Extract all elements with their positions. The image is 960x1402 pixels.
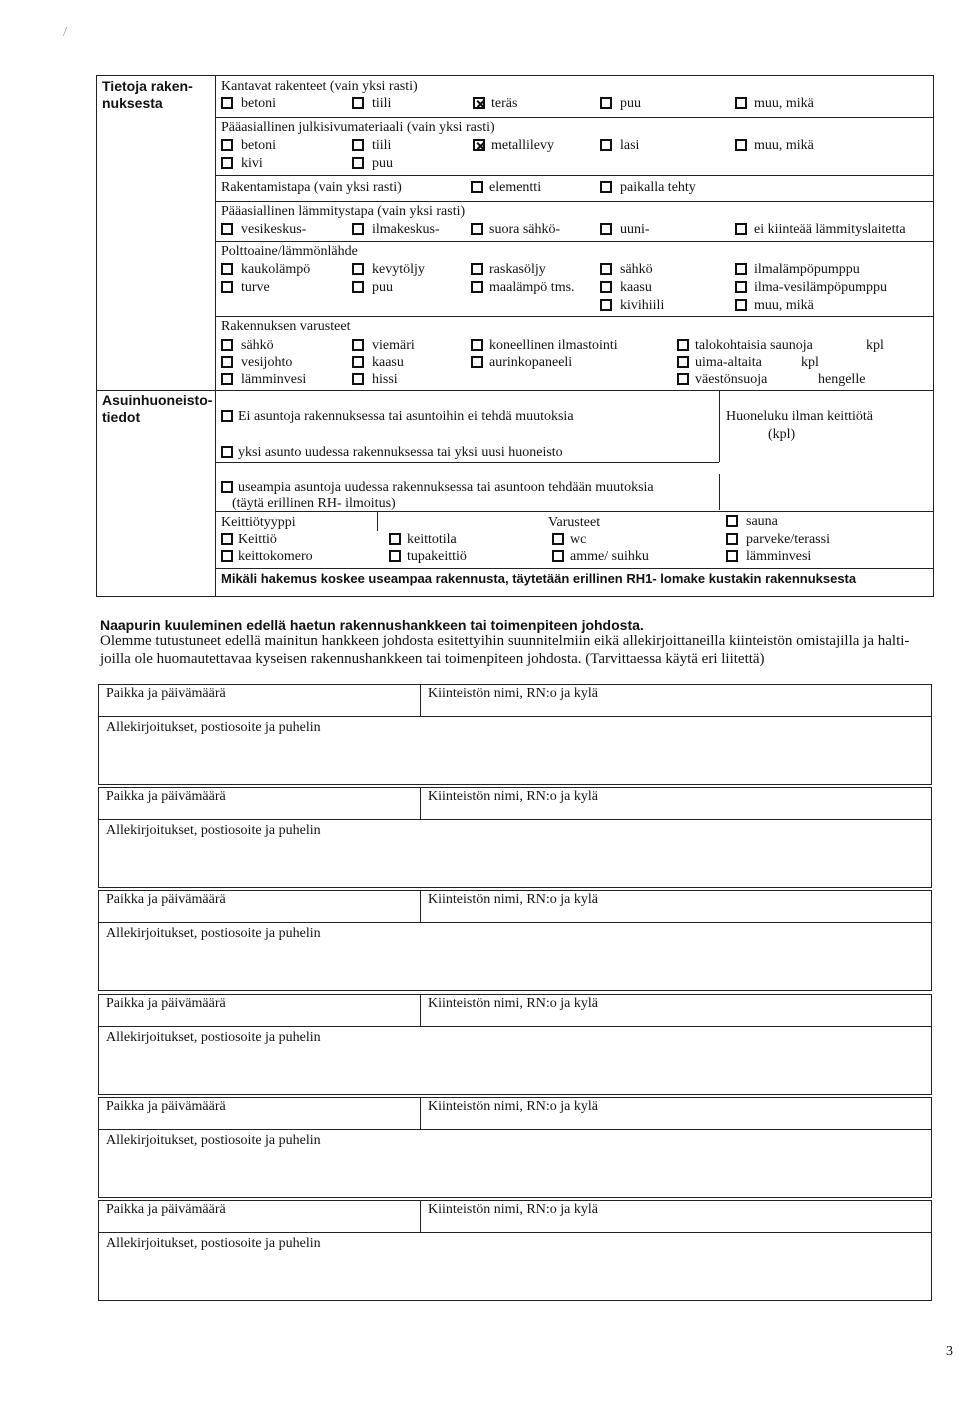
checkbox-ei-kiinteaa[interactable] [735, 223, 747, 235]
rooms-count-label: Huoneluku ilman keittiötä [726, 409, 873, 424]
load-bearing-question: Kantavat rakenteet (vain yksi rasti) [221, 79, 418, 94]
label-betoni: betoni [241, 96, 276, 111]
property-field[interactable]: Kiinteistön nimi, RN:o ja kylä [428, 1202, 598, 1217]
kitchen-divider [377, 511, 378, 531]
property-field[interactable]: Kiinteistön nimi, RN:o ja kylä [428, 892, 598, 907]
checkbox-ei-asuntoja[interactable] [221, 410, 233, 422]
signature-box-divider [420, 890, 421, 922]
checkbox-facade-lasi[interactable] [600, 139, 612, 151]
property-field[interactable]: Kiinteistön nimi, RN:o ja kylä [428, 1099, 598, 1114]
label-huoneisto-lamminvesi: lämminvesi [746, 549, 812, 564]
label-muu: muu, mikä [754, 96, 814, 111]
unit-kpl-saunat: kpl [866, 338, 884, 353]
checkbox-betoni[interactable] [221, 97, 233, 109]
label-facade-betoni: betoni [241, 138, 276, 153]
label-facade-puu: puu [372, 156, 393, 171]
label-facade-lasi: lasi [620, 138, 640, 153]
label-facade-kivi: kivi [241, 156, 263, 171]
checkbox-yksi-asunto[interactable] [221, 446, 233, 458]
divider [215, 241, 934, 242]
label-kivihiili: kivihiili [620, 298, 665, 313]
signatures-field[interactable]: Allekirjoitukset, postiosoite ja puhelin [106, 1133, 321, 1148]
neighbours-title: Naapurin kuuleminen edellä haetun rakennushankkeen tai toimenpiteen johdosta. [100, 617, 644, 633]
label-keittio: Keittiö [238, 532, 277, 547]
checkbox-talokohtaisia-saunoja[interactable] [677, 339, 689, 351]
label-yksi-asunto: yksi asunto uudessa rakennuksessa tai yksi uusi huoneisto [238, 445, 563, 460]
label-ei-asuntoja: Ei asuntoja rakennuksessa tai asuntoihin ei tehdä muutoksia [238, 409, 574, 424]
label-viemari: viemäri [372, 338, 415, 353]
checkbox-kaasu[interactable] [600, 281, 612, 293]
signature-box-divider [98, 819, 932, 820]
label-keittokomero: keittokomero [238, 549, 313, 564]
label-elementti: elementti [489, 180, 542, 195]
checkbox-kivihiili[interactable] [600, 299, 612, 311]
label-kaukolampo: kaukolämpö [241, 262, 311, 277]
checkbox-keittotila[interactable] [389, 533, 401, 545]
property-field[interactable]: Kiinteistön nimi, RN:o ja kylä [428, 996, 598, 1011]
label-koneellinen-ilmastointi: koneellinen ilmastointi [489, 338, 618, 353]
checkbox-facade-tiili[interactable] [352, 139, 364, 151]
checkbox-tiili[interactable] [352, 97, 364, 109]
building-equipment-question: Rakennuksen varusteet [221, 319, 351, 334]
label-varuste-lamminvesi: lämminvesi [241, 372, 307, 387]
label-useampia-asuntoja: useampia asuntoja uudessa rakennuksessa tai asuntoon tehdään muutoksia [238, 480, 654, 495]
label-paikalla-tehty: paikalla tehty [620, 180, 696, 195]
label-turve: turve [241, 280, 270, 295]
signature-box-divider [98, 1232, 932, 1233]
checkbox-viemari[interactable] [352, 339, 364, 351]
signature-box-divider [420, 1200, 421, 1232]
checkbox-facade-muu[interactable] [735, 139, 747, 151]
property-field[interactable]: Kiinteistön nimi, RN:o ja kylä [428, 789, 598, 804]
checkbox-vesijohto[interactable] [221, 356, 233, 368]
label-fuel-puu: puu [372, 280, 393, 295]
label-varuste-sahko: sähkö [241, 338, 274, 353]
checkbox-fuel-puu[interactable] [352, 281, 364, 293]
checkbox-suora-sahko[interactable] [471, 223, 483, 235]
label-varuste-kaasu: kaasu [372, 355, 404, 370]
signature-box-divider [98, 716, 932, 717]
construction-method-question: Rakentamistapa (vain yksi rasti) [221, 180, 402, 195]
heating-method-question: Pääasiallinen lämmitystapa (vain yksi rasti) [221, 204, 466, 219]
signature-box-divider [98, 1129, 932, 1130]
label-maalampo: maalämpö tms. [489, 280, 575, 295]
checkbox-hissi[interactable] [352, 373, 364, 385]
signature-box-divider [98, 922, 932, 923]
checkbox-puu[interactable] [600, 97, 612, 109]
property-field[interactable]: Kiinteistön nimi, RN:o ja kylä [428, 686, 598, 701]
rooms-divider-lower [719, 474, 720, 510]
label-sauna: sauna [746, 514, 778, 529]
checkbox-aurinkopaneeli[interactable] [471, 356, 483, 368]
checkbox-tupakeittio[interactable] [389, 550, 401, 562]
place-date-field[interactable]: Paikka ja päivämäärä [106, 996, 226, 1011]
checkbox-facade-betoni[interactable] [221, 139, 233, 151]
signatures-field[interactable]: Allekirjoitukset, postiosoite ja puhelin [106, 926, 321, 941]
checkbox-keittio[interactable] [221, 533, 233, 545]
label-parveke: parveke/terassi [746, 532, 830, 547]
checkbox-maalampo[interactable] [471, 281, 483, 293]
checkbox-amme-suihku[interactable] [552, 550, 564, 562]
label-tupakeittio: tupakeittiö [407, 549, 467, 564]
checkbox-uima-altaita[interactable] [677, 356, 689, 368]
label-teras: teräs [491, 96, 518, 111]
label-hissi: hissi [372, 372, 398, 387]
label-raskasoljy: raskasöljy [489, 262, 546, 277]
label-column-divider [215, 75, 216, 597]
divider [215, 201, 934, 202]
place-date-field[interactable]: Paikka ja päivämäärä [106, 686, 226, 701]
margin-mark: / [63, 25, 67, 40]
checkbox-facade-metallilevy[interactable] [473, 139, 485, 151]
checkbox-sauna[interactable] [726, 515, 738, 527]
label-tiili: tiili [372, 96, 392, 111]
label-keittotila: keittotila [407, 532, 457, 547]
label-ilma-vesilampopumppu: ilma-vesilämpöpumppu [754, 280, 887, 295]
place-date-field[interactable]: Paikka ja päivämäärä [106, 789, 226, 804]
checkbox-uuni[interactable] [600, 223, 612, 235]
label-wc: wc [570, 532, 587, 547]
signature-box-divider [420, 787, 421, 819]
neighbours-body-2: joilla ole huomautettavaa kyseisen rakennushankkeen tai toimenpiteen johdosta. (Tarvittaessa käytä eri liitettä) [100, 651, 765, 667]
equipment-label: Varusteet [548, 515, 601, 530]
divider [215, 462, 719, 463]
checkbox-elementti[interactable] [471, 181, 483, 193]
facade-question: Pääasiallinen julkisivumateriaali (vain yksi rasti) [221, 120, 495, 135]
label-vaestonsuoja: väestönsuoja [695, 372, 768, 387]
checkbox-huoneisto-lamminvesi[interactable] [726, 550, 738, 562]
label-ilmalampopumppu: ilmalämpöpumppu [754, 262, 860, 277]
checkbox-facade-puu[interactable] [352, 157, 364, 169]
signatures-field[interactable]: Allekirjoitukset, postiosoite ja puhelin [106, 1236, 321, 1251]
divider [215, 316, 934, 317]
checkbox-kaukolampo[interactable] [221, 263, 233, 275]
rooms-divider [719, 390, 720, 462]
page-number: 3 [946, 1344, 953, 1359]
signature-box-divider [98, 1026, 932, 1027]
checkbox-sahko[interactable] [600, 263, 612, 275]
checkbox-varuste-lamminvesi[interactable] [221, 373, 233, 385]
signature-box-divider [420, 1097, 421, 1129]
divider [215, 175, 934, 176]
checkbox-raskasoljy[interactable] [471, 263, 483, 275]
label-suora-sahko: suora sähkö- [489, 222, 561, 237]
label-facade-tiili: tiili [372, 138, 392, 153]
label-vesikeskus: vesikeskus- [241, 222, 307, 237]
checkbox-keittokomero[interactable] [221, 550, 233, 562]
label-facade-muu: muu, mikä [754, 138, 814, 153]
checkbox-teras[interactable] [473, 97, 485, 109]
place-date-field[interactable]: Paikka ja päivämäärä [106, 1099, 226, 1114]
label-rh-ilmoitus: (täytä erillinen RH- ilmoitus) [232, 496, 396, 511]
neighbours-body-1: Olemme tutustuneet edellä mainitun hankkeen johdosta esitettyihin suunnitelmiin eikä allekirjoittaneilla kiinteistön omistajilla ja halti- [100, 633, 910, 649]
rooms-count-unit: (kpl) [768, 427, 796, 442]
fuel-question: Polttoaine/lämmönlähde [221, 244, 358, 259]
label-kevytoljy: kevytöljy [372, 262, 425, 277]
signature-box-divider [420, 994, 421, 1026]
multiple-buildings-note: Mikäli hakemus koskee useampaa rakennusta, täytetään erillinen RH1- lomake kustakin rakennuksesta [221, 571, 857, 586]
unit-hengelle: hengelle [818, 372, 866, 387]
label-uima-altaita: uima-altaita [695, 355, 762, 370]
checkbox-vesikeskus[interactable] [221, 223, 233, 235]
checkbox-paikalla-tehty[interactable] [600, 181, 612, 193]
place-date-field[interactable]: Paikka ja päivämäärä [106, 1202, 226, 1217]
signatures-field[interactable]: Allekirjoitukset, postiosoite ja puhelin [106, 1030, 321, 1045]
signatures-field[interactable]: Allekirjoitukset, postiosoite ja puhelin [106, 823, 321, 838]
label-puu: puu [620, 96, 641, 111]
checkbox-useampia-asuntoja[interactable] [221, 481, 233, 493]
label-vesijohto: vesijohto [241, 355, 293, 370]
unit-kpl-altaat: kpl [801, 355, 819, 370]
checkbox-parveke[interactable] [726, 533, 738, 545]
label-aurinkopaneeli: aurinkopaneeli [489, 355, 573, 370]
checkbox-facade-kivi[interactable] [221, 157, 233, 169]
label-uuni: uuni- [620, 222, 650, 237]
label-fuel-muu: muu, mikä [754, 298, 814, 313]
label-sahko: sähkö [620, 262, 653, 277]
label-ilmakeskus: ilmakeskus- [372, 222, 440, 237]
signature-box-divider [420, 684, 421, 716]
place-date-field[interactable]: Paikka ja päivämäärä [106, 892, 226, 907]
checkbox-fuel-muu[interactable] [735, 299, 747, 311]
label-amme-suihku: amme/ suihku [570, 549, 649, 564]
divider [215, 511, 934, 512]
checkbox-turve[interactable] [221, 281, 233, 293]
checkbox-koneellinen-ilmastointi[interactable] [471, 339, 483, 351]
label-ei-kiinteaa: ei kiinteää lämmityslaitetta [754, 222, 906, 237]
checkbox-wc[interactable] [552, 533, 564, 545]
kitchen-type-label: Keittiötyyppi [221, 515, 296, 530]
section-label-building: Tietoja raken- nuksesta [102, 78, 193, 111]
checkbox-ilmalampopumppu[interactable] [735, 263, 747, 275]
section-divider [96, 390, 934, 391]
checkbox-ilmakeskus[interactable] [352, 223, 364, 235]
signatures-field[interactable]: Allekirjoitukset, postiosoite ja puhelin [106, 720, 321, 735]
checkbox-varuste-kaasu[interactable] [352, 356, 364, 368]
label-facade-metallilevy: metallilevy [491, 138, 554, 153]
divider [215, 117, 934, 118]
divider [215, 568, 934, 569]
checkbox-kevytoljy[interactable] [352, 263, 364, 275]
label-talokohtaisia-saunoja: talokohtaisia saunoja [695, 338, 813, 353]
checkbox-varuste-sahko[interactable] [221, 339, 233, 351]
checkbox-vaestonsuoja[interactable] [677, 373, 689, 385]
checkbox-ilma-vesilampopumppu[interactable] [735, 281, 747, 293]
label-kaasu: kaasu [620, 280, 652, 295]
checkbox-muu[interactable] [735, 97, 747, 109]
section-label-apartment: Asuinhuoneisto- tiedot [102, 392, 213, 425]
